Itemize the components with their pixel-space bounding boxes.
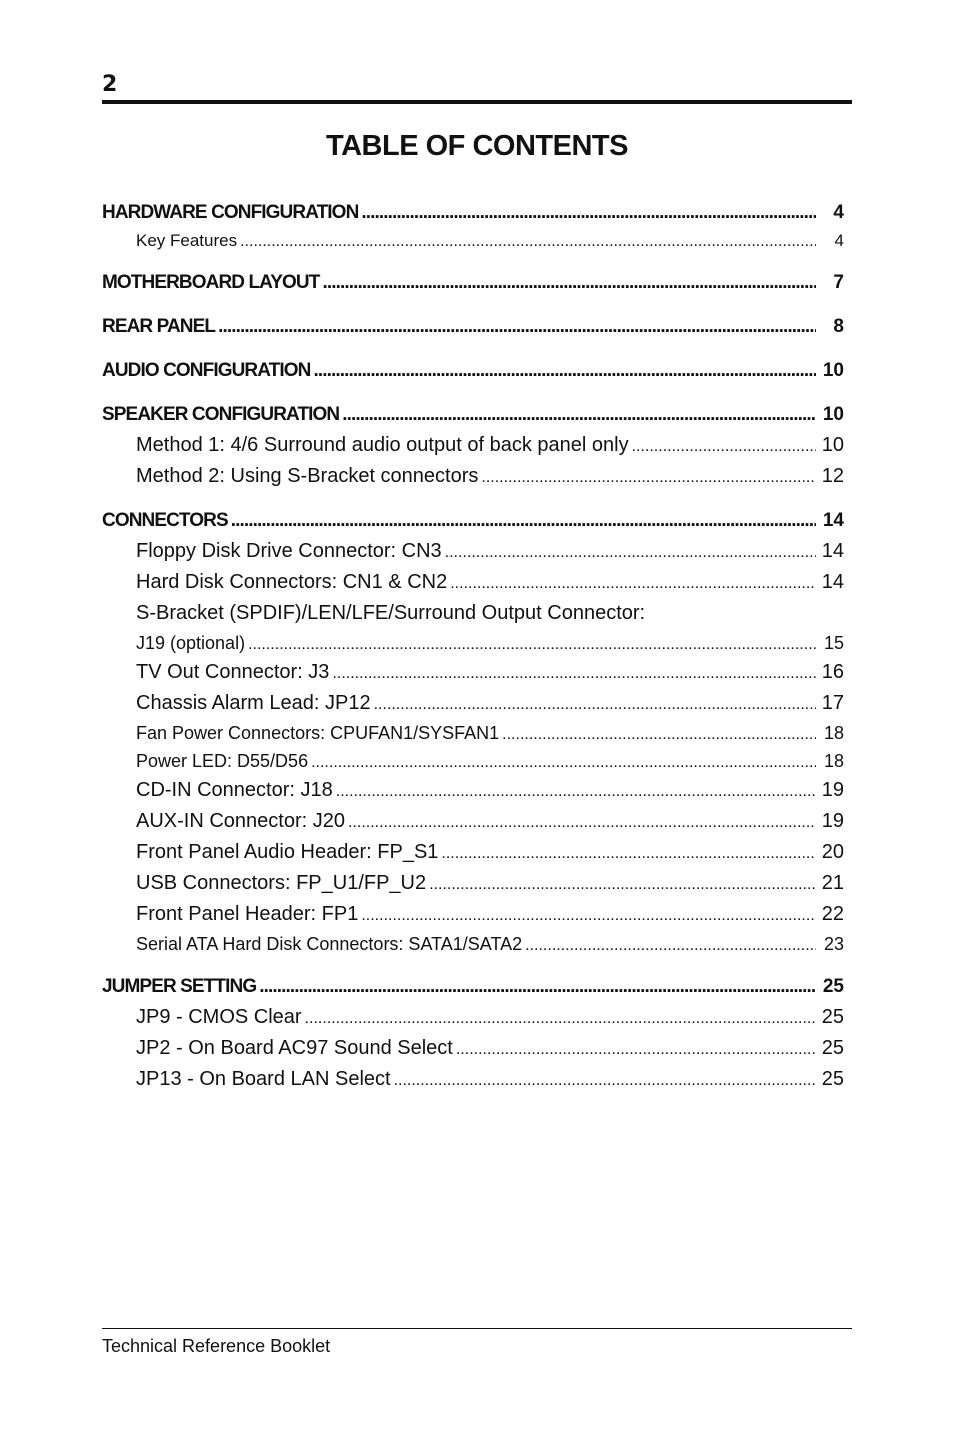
toc-item-key-features[interactable]	[102, 228, 844, 254]
toc-item-label: Hard Disk Connectors: CN1 & CN2	[136, 571, 448, 593]
toc-item-front-panel-header[interactable]	[102, 899, 844, 930]
toc-page-number: 10	[821, 434, 844, 456]
toc-item-aux-in-connector[interactable]	[102, 806, 844, 837]
toc-page-number: 17	[821, 692, 844, 714]
toc-page-number: 25	[821, 1037, 844, 1059]
toc-page-number: 25	[822, 976, 844, 997]
toc-section-label: MOTHERBOARD LAYOUT	[102, 272, 320, 293]
dot-leader	[259, 972, 816, 1002]
toc-page-number: 16	[821, 661, 844, 683]
dot-leader	[336, 776, 816, 806]
toc-page-number: 4	[834, 231, 844, 250]
toc-item-s-bracket-continuation[interactable]	[102, 629, 844, 657]
toc-item-fan-power-connectors[interactable]	[102, 719, 844, 747]
toc-section-speaker-configuration[interactable]	[102, 400, 844, 430]
toc-page-number: 7	[833, 272, 844, 293]
toc-item-label: JP13 - On Board LAN Select	[136, 1068, 391, 1090]
toc-item-label: JP2 - On Board AC97 Sound Select	[136, 1037, 453, 1059]
toc-section-label: REAR PANEL	[102, 316, 216, 337]
toc-item-jp9-cmos-clear[interactable]	[102, 1002, 844, 1033]
toc-item-chassis-alarm-lead[interactable]	[102, 688, 844, 719]
dot-leader	[322, 268, 816, 298]
dot-leader	[394, 1065, 816, 1095]
toc-item-label: S-Bracket (SPDIF)/LEN/LFE/Surround Output Connector:	[136, 602, 646, 624]
toc-section-hardware-configuration[interactable]	[102, 198, 844, 228]
toc-section-motherboard-layout[interactable]	[102, 268, 844, 298]
toc-item-label: Power LED: D55/D56	[136, 751, 309, 771]
toc-page-number: 10	[822, 404, 844, 425]
dot-leader	[450, 568, 816, 598]
toc-item-label: CD-IN Connector: J18	[136, 779, 333, 801]
toc-item-power-led[interactable]	[102, 747, 844, 775]
dot-leader	[248, 631, 816, 657]
toc-page-number: 10	[822, 360, 844, 381]
dot-leader	[445, 537, 816, 567]
toc-section-label: SPEAKER CONFIGURATION	[102, 404, 340, 425]
toc-page-number: 22	[821, 903, 844, 925]
toc-page-number: 18	[823, 723, 844, 743]
footer-rule	[102, 1328, 852, 1329]
toc-item-hard-disk-connectors[interactable]	[102, 567, 844, 598]
toc-page-number: 18	[823, 751, 844, 771]
toc-page-number: 25	[821, 1068, 844, 1090]
toc-item-method-2[interactable]	[102, 461, 844, 492]
toc-item-label: JP9 - CMOS Clear	[136, 1006, 302, 1028]
dot-leader	[332, 658, 816, 688]
toc-item-label: AUX-IN Connector: J20	[136, 810, 345, 832]
page-number: 2	[102, 72, 118, 97]
dot-leader	[342, 400, 816, 430]
dot-leader	[374, 689, 816, 719]
toc-page-number: 20	[821, 841, 844, 863]
toc-page-number: 12	[821, 465, 844, 487]
toc-item-s-bracket-connector[interactable]	[102, 598, 844, 629]
toc-page-number: 25	[821, 1006, 844, 1028]
toc-item-label: Floppy Disk Drive Connector: CN3	[136, 540, 442, 562]
toc-item-label: Front Panel Header: FP1	[136, 903, 359, 925]
dot-leader	[632, 431, 816, 461]
toc-section-rear-panel[interactable]	[102, 312, 844, 342]
toc-item-label: Method 1: 4/6 Surround audio output of back panel only	[136, 434, 629, 456]
toc-item-label: J19 (optional)	[136, 633, 246, 653]
toc-item-tv-out-connector[interactable]	[102, 657, 844, 688]
dot-leader	[441, 838, 816, 868]
table-of-contents	[102, 198, 844, 1095]
toc-item-label: Serial ATA Hard Disk Connectors: SATA1/SATA2	[136, 934, 523, 954]
dot-leader	[311, 749, 816, 775]
toc-page-number: 8	[833, 316, 844, 337]
toc-section-connectors[interactable]	[102, 506, 844, 536]
toc-item-serial-ata-connectors[interactable]	[102, 930, 844, 958]
dot-leader	[240, 229, 816, 254]
toc-item-label: USB Connectors: FP_U1/FP_U2	[136, 872, 427, 894]
toc-item-label: Chassis Alarm Lead: JP12	[136, 692, 371, 714]
dot-leader	[313, 356, 816, 386]
dot-leader	[502, 721, 816, 747]
toc-item-label: Front Panel Audio Header: FP_S1	[136, 841, 439, 863]
toc-section-jumper-setting[interactable]	[102, 972, 844, 1002]
toc-page-number: 15	[823, 633, 844, 653]
toc-section-label: AUDIO CONFIGURATION	[102, 360, 311, 381]
header-rule	[102, 100, 852, 104]
page-title: TABLE OF CONTENTS	[326, 130, 628, 162]
toc-page-number: 23	[823, 934, 844, 954]
toc-page-number: 19	[821, 810, 844, 832]
toc-item-label: Fan Power Connectors: CPUFAN1/SYSFAN1	[136, 723, 500, 743]
dot-leader	[361, 198, 816, 228]
toc-item-jp13-lan-select[interactable]	[102, 1064, 844, 1095]
toc-item-label: Method 2: Using S-Bracket connectors	[136, 465, 479, 487]
dot-leader	[348, 807, 816, 837]
toc-page-number: 19	[821, 779, 844, 801]
toc-item-label: TV Out Connector: J3	[136, 661, 330, 683]
toc-item-method-1[interactable]	[102, 430, 844, 461]
toc-item-floppy-connector[interactable]	[102, 536, 844, 567]
toc-page-number: 14	[822, 510, 844, 531]
dot-leader	[218, 312, 816, 342]
toc-item-cd-in-connector[interactable]	[102, 775, 844, 806]
toc-item-usb-connectors[interactable]	[102, 868, 844, 899]
toc-page-number: 14	[821, 540, 844, 562]
toc-section-audio-configuration[interactable]	[102, 356, 844, 386]
toc-page-number: 14	[821, 571, 844, 593]
footer-text: Technical Reference Booklet	[102, 1336, 331, 1356]
toc-section-label: CONNECTORS	[102, 510, 228, 531]
dot-leader	[361, 900, 816, 930]
dot-leader	[481, 462, 816, 492]
dot-leader	[525, 932, 816, 958]
toc-section-label: JUMPER SETTING	[102, 976, 257, 997]
toc-page-number: 4	[833, 202, 844, 223]
dot-leader	[231, 506, 816, 536]
dot-leader	[429, 869, 816, 899]
toc-item-jp2-ac97-sound-select[interactable]	[102, 1033, 844, 1064]
toc-item-label: Key Features	[136, 231, 238, 250]
toc-item-front-panel-audio-header[interactable]	[102, 837, 844, 868]
dot-leader	[456, 1034, 816, 1064]
dot-leader	[305, 1003, 816, 1033]
toc-page-number: 21	[821, 872, 844, 894]
toc-section-label: HARDWARE CONFIGURATION	[102, 202, 359, 223]
